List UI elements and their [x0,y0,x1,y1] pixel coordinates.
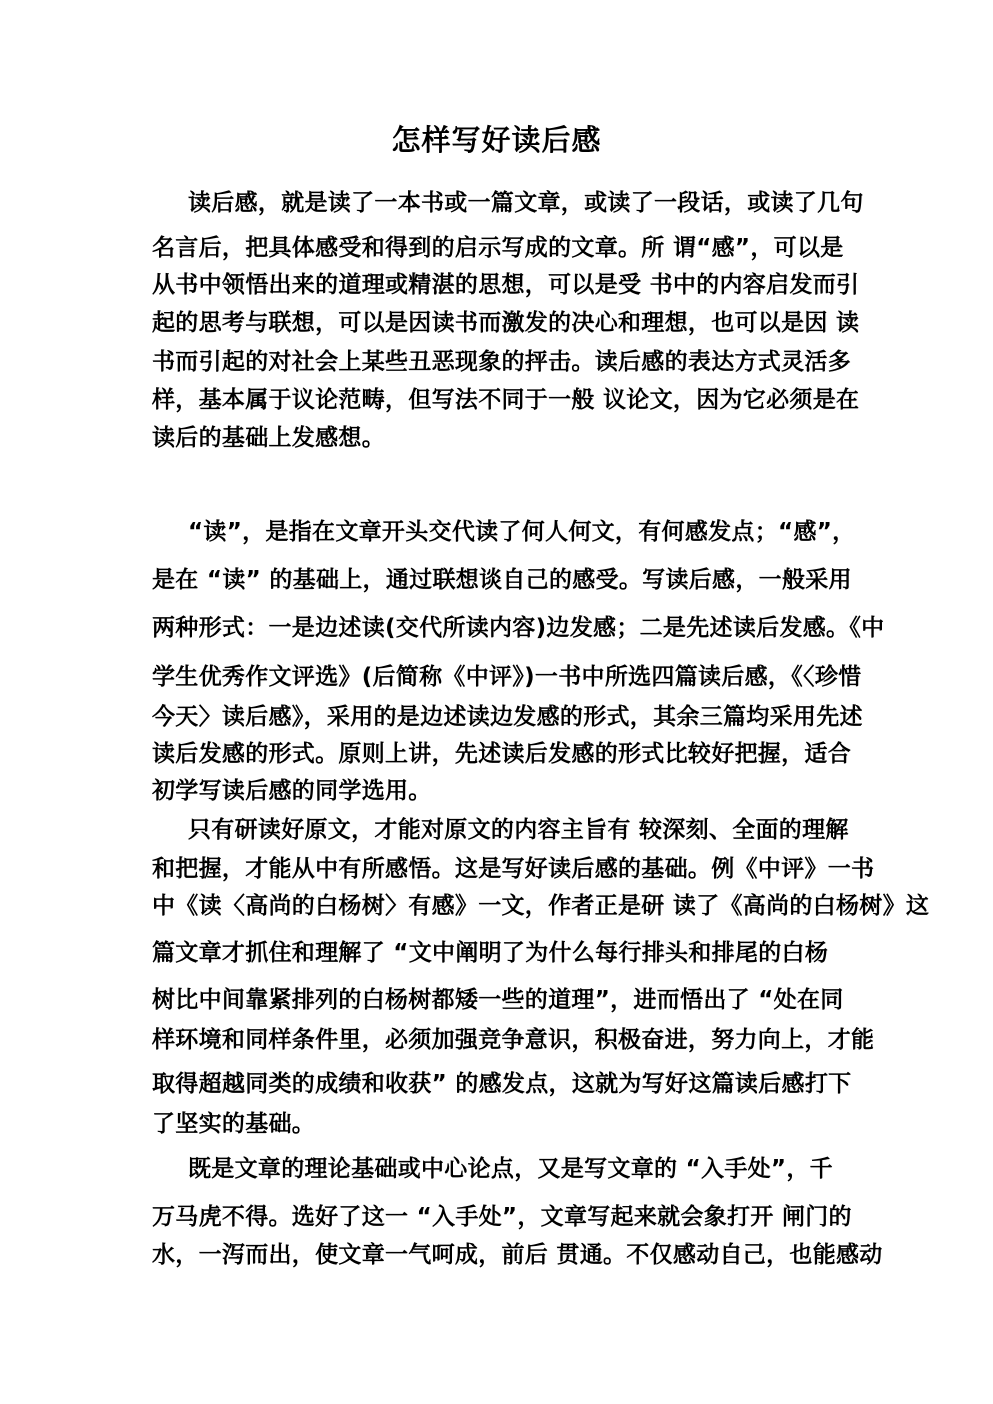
paragraph-1-line-5: 书而引起的对社会上某些丑恶现象的抨击。读后感的表达方式灵活多 [152,349,851,375]
paragraph-4-line-2: 万马虎不得。选好了这一 “入手处”，文章写起来就会象打开 闸门的 [152,1204,852,1230]
paragraph-4-line-1: 既是文章的理论基础或中心论点，又是写文章的 “入手处”，千 [188,1156,833,1182]
paragraph-3-line-5: 树比中间靠紧排列的白杨树都矮一些的道理”，进而悟出了 “处在同 [152,987,844,1013]
paragraph-1-line-1: 读后感，就是读了一本书或一篇文章，或读了一段话，或读了几句 [188,190,864,216]
paragraph-1-line-4: 起的思考与联想，可以是因读书而激发的决心和理想，也可以是因 读 [152,310,860,336]
paragraph-1-line-7: 读后的基础上发感想。 [152,425,385,451]
paragraph-3-line-4: 篇文章才抓住和理解了 “文中阐明了为什么每行排头和排尾的白杨 [152,940,829,966]
paragraph-1-line-3: 从书中领悟出来的道理或精湛的思想，可以是受 书中的内容启发而引 [152,272,860,298]
paragraph-2-line-3: 两种形式：一是边述读(交代所读内容)边发感；二是先述读后发感。《中 [152,615,885,641]
paragraph-3-line-2: 和把握，才能从中有所感悟。这是写好读后感的基础。例《中评》一书 [152,856,875,882]
paragraph-2-line-1: “读”，是指在文章开头交代读了何人何文，有何感发点；“感”， [188,519,856,545]
paragraph-3-line-7: 取得超越同类的成绩和收获” 的感发点，这就为写好这篇读后感打下 [152,1071,852,1097]
paragraph-4-line-3: 水，一泻而出，使文章一气呵成，前后 贯通。不仅感动自己，也能感动 [152,1242,883,1268]
paragraph-2-line-4: 学生优秀作文评选》(后简称《中评》)一书中所选四篇读后感，《〈珍惜 [152,664,862,690]
document-title: 怎样写好读后感 [391,123,602,157]
paragraph-3-line-1: 只有研读好原文，才能对原文的内容主旨有 较深刻、全面的理解 [188,817,849,843]
paragraph-3-line-8: 了坚实的基础。 [152,1111,316,1137]
paragraph-1-line-2: 名言后，把具体感受和得到的启示写成的文章。所 谓“感”，可以是 [152,235,844,261]
paragraph-2-line-6: 读后发感的形式。原则上讲，先述读后发感的形式比较好把握，适合 [152,741,851,767]
paragraph-2-line-5: 今天〉读后感》，采用的是边述读边发感的形式，其余三篇均采用先述 [152,704,863,730]
paragraph-2-line-2: 是在 “读” 的基础上，通过联想谈自己的感受。写读后感，一般采用 [152,567,852,593]
paragraph-1-line-6: 样，基本属于议论范畴，但写法不同于一般 议论文，因为它必须是在 [152,387,860,413]
paragraph-3-line-3: 中《读〈高尚的白杨树〉有感》一文，作者正是研 读了《高尚的白杨树》这 [152,893,930,919]
paragraph-2-line-7: 初学写读后感的同学选用。 [152,778,432,804]
paragraph-3-line-6: 样环境和同样条件里，必须加强竞争意识，积极奋进，努力向上，才能 [152,1027,875,1053]
